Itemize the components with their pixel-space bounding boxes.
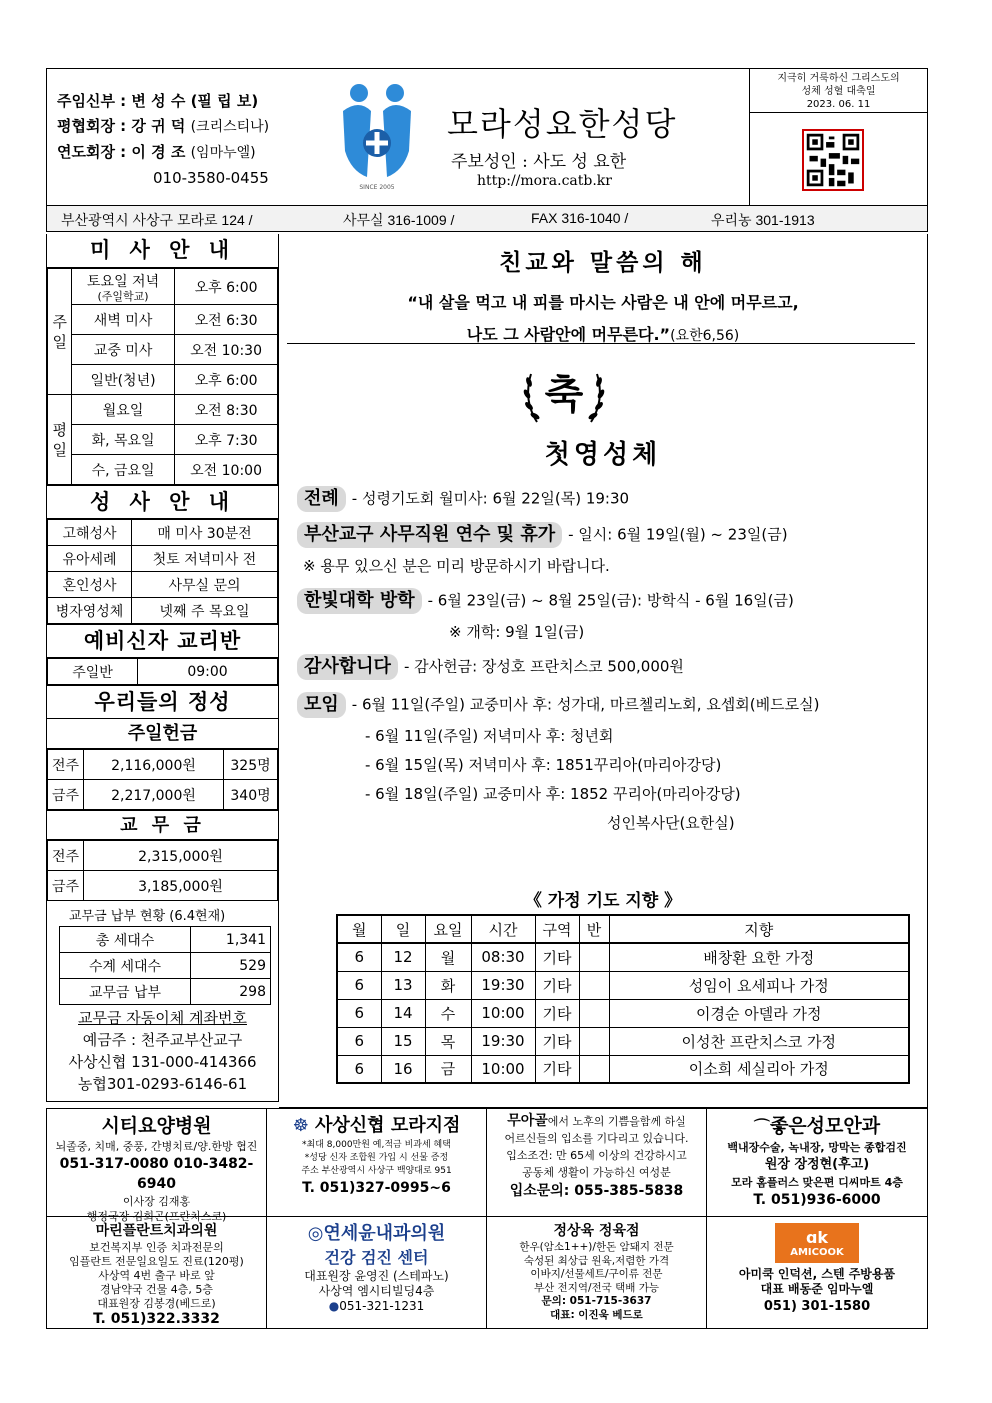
ad-title-row xyxy=(709,1113,925,1140)
mass-time: 오전 10:00 xyxy=(175,455,278,485)
prayer-cell-weekday: 화 xyxy=(425,971,471,999)
patron-saint: 주보성인 : 사도 성 요한 xyxy=(451,152,627,172)
phone-icon: ● xyxy=(328,1299,340,1313)
mass-time: 오후 6:00 xyxy=(175,365,278,395)
qr-code-icon[interactable] xyxy=(802,129,864,191)
prayer-row xyxy=(337,971,909,999)
prayer-cell-intention: 이성찬 프란치스코 가정 xyxy=(609,1027,909,1055)
prayer-header-row xyxy=(337,915,909,943)
mass-time: 오전 6:30 xyxy=(175,305,278,335)
ads-row-2 xyxy=(47,1216,927,1328)
woorinong-phone: 우리농 301-1913 xyxy=(711,212,815,228)
news-item xyxy=(297,486,629,512)
prayer-cell-day: 13 xyxy=(381,971,425,999)
feast-box xyxy=(749,69,927,205)
ad-line: 원장 장정현(후고) xyxy=(764,1157,870,1172)
mass-time: 오전 10:30 xyxy=(175,335,278,365)
ad-dental xyxy=(47,1217,267,1328)
prayer-cell-time: 10:00 xyxy=(471,1055,535,1083)
ad-line: 숙성된 최상급 원육,저렴한 가격 xyxy=(523,1254,670,1267)
feast-line-1: 지극히 거룩하신 그리스도의 xyxy=(777,73,900,84)
sacrament-name: 혼인성사 xyxy=(48,572,132,598)
dues-row xyxy=(48,871,278,901)
ad-line: 사상역 엠시티빌딩4층 xyxy=(318,1284,435,1298)
mass-schedule-table xyxy=(47,268,278,485)
prayer-cell-time: 10:00 xyxy=(471,999,535,1027)
ad-line: 부산 전지역/전국 택배 가능 xyxy=(533,1281,660,1294)
divider xyxy=(287,343,915,344)
ad-line: 행정국장 김희곤(프란치스코) xyxy=(86,1210,227,1223)
news-tag: 부산교구 사무직원 연수 및 휴가 xyxy=(297,522,562,548)
ad-line: 건강 검진 센터 xyxy=(324,1248,429,1267)
offering-amount: 2,217,000원 xyxy=(84,780,224,810)
ad-line: 공동체 생활이 가능하신 여성분 xyxy=(522,1166,671,1179)
sacrament-name: 유아세례 xyxy=(48,546,132,572)
church-name: 모라성요한성당 xyxy=(447,105,678,143)
prayer-cell-team xyxy=(579,1055,609,1083)
sacrament-info: 첫토 저녁미사 전 xyxy=(132,546,278,572)
news-note: ※ 개학: 9월 1일(금) xyxy=(449,623,585,641)
ads-row-1 xyxy=(47,1108,927,1223)
sacrament-info: 넷째 주 목요일 xyxy=(132,598,278,624)
dues-status-label: 교무금 납부 xyxy=(60,979,191,1005)
prayer-cell-month: 6 xyxy=(337,943,381,971)
catechumen-time: 09:00 xyxy=(138,659,278,685)
prayer-row xyxy=(337,1027,909,1055)
emblem-character: 축 xyxy=(544,371,584,418)
prayer-title: 《 가정 기도 지향 》 xyxy=(524,891,682,911)
dues-status-label: 총 세대수 xyxy=(60,927,191,953)
ad-title: 아미쿡 인덕션, 스텐 주방용품 xyxy=(738,1267,896,1281)
news-text: - 일시: 6월 19일(월) ~ 23일(금) xyxy=(568,525,788,544)
ad-line: 임플란트 전문일요일도 진료(120평) xyxy=(69,1255,244,1268)
prayer-cell-intention: 이경순 아델라 가정 xyxy=(609,999,909,1027)
mass-row xyxy=(48,269,278,305)
dues-title: 교 무 금 xyxy=(47,810,278,840)
news-tag: 모임 xyxy=(297,692,346,718)
ad-line: 경남약국 건물 4층, 5층 xyxy=(100,1283,213,1296)
ad-line: 대표원장 윤영진 (스테파노) xyxy=(304,1269,449,1283)
council-baptismal: (크리스티나) xyxy=(190,119,270,135)
offering-count: 325명 xyxy=(224,750,278,780)
dues-status-row xyxy=(60,953,271,979)
ad-phone: T. 051)936-6000 xyxy=(753,1192,881,1208)
column-header: 월 xyxy=(337,915,381,943)
catechumen-row xyxy=(48,659,278,685)
mass-time: 오후 7:30 xyxy=(175,425,278,455)
ad-phone: T. 051)322.3332 xyxy=(93,1311,220,1327)
ad-city-hospital xyxy=(47,1109,267,1223)
sacrament-row xyxy=(48,598,278,624)
offering-amount: 2,116,000원 xyxy=(84,750,224,780)
dues-row xyxy=(48,841,278,871)
news-item xyxy=(297,692,819,718)
dues-status-label: 수계 세대수 xyxy=(60,953,191,979)
ad-phone: 입소문의: 055-385-5838 xyxy=(509,1183,684,1199)
ad-title: 마린플란트치과의원 xyxy=(95,1223,218,1239)
verse-line-1: “내 살을 먹고 내 피를 마시는 사람은 내 안에 머무르고, xyxy=(407,293,799,312)
prayer-cell-area: 기타 xyxy=(535,999,579,1027)
celebration-emblem-icon xyxy=(517,356,611,428)
offering-row xyxy=(48,750,278,780)
news-text: - 성령기도회 월미사: 6월 22일(목) 19:30 xyxy=(351,489,630,508)
ad-title: 사상신협 모라지점 xyxy=(315,1115,461,1136)
mass-time: 오후 6:00 xyxy=(175,269,278,305)
catechumen-day: 주일반 xyxy=(48,659,138,685)
prayer-cell-month: 6 xyxy=(337,999,381,1027)
mass-row xyxy=(48,305,278,335)
dues-label: 전주 xyxy=(48,841,84,871)
ad-line: 에서 노후의 기쁨을함께 하실 xyxy=(547,1115,686,1128)
news-tag: 감사합니다 xyxy=(297,654,398,680)
ad-title-row xyxy=(269,1221,484,1247)
amicook-logo-text: AMICOOK xyxy=(790,1247,844,1258)
celebration-title: 첫영성체 xyxy=(544,440,662,470)
sacrament-name: 병자영성체 xyxy=(48,598,132,624)
mass-row xyxy=(48,365,278,395)
mass-name: 토요일 저녁 (주일학교) xyxy=(72,269,175,305)
offering-count: 340명 xyxy=(224,780,278,810)
offering-row xyxy=(48,780,278,810)
news-note: - 6월 15일(목) 저녁미사 후: 1851꾸리아(마리아강당) xyxy=(365,756,722,774)
column-header: 요일 xyxy=(425,915,471,943)
mass-row xyxy=(48,425,278,455)
ad-phone: 051-321-1231 xyxy=(339,1299,425,1313)
prayer-cell-month: 6 xyxy=(337,971,381,999)
dues-status-value: 1,341 xyxy=(191,927,271,953)
dues-label: 금주 xyxy=(48,871,84,901)
news-tag: 한빛대학 방학 xyxy=(297,588,422,614)
offering-title: 우리들의 정성 xyxy=(47,685,278,719)
account-info xyxy=(47,1005,278,1101)
verse-line-2: 나도 그 사람안에 머무른다.” xyxy=(466,325,671,344)
prayer-cell-time: 19:30 xyxy=(471,971,535,999)
account-title: 교무금 자동이체 계좌번호 xyxy=(78,1009,247,1027)
prayer-cell-team xyxy=(579,943,609,971)
prayer-cell-team xyxy=(579,1027,609,1055)
ad-amicook xyxy=(707,1217,927,1328)
ad-nursing-home xyxy=(487,1109,707,1216)
account-number-1: 사상신협 131-000-414366 xyxy=(68,1053,257,1071)
ad-line: 대표원장 김봉경(베드로) xyxy=(97,1297,216,1310)
prayer-cell-area: 기타 xyxy=(535,1027,579,1055)
verse-reference: (요한6,56) xyxy=(670,328,740,344)
ad-line: 이바지/선물세트/구이류 전문 xyxy=(530,1268,663,1280)
news-note: 성인복사단(요한실) xyxy=(607,814,735,832)
sacraments-table xyxy=(47,519,278,624)
dues-amount: 3,185,000원 xyxy=(84,871,278,901)
prayer-cell-weekday: 수 xyxy=(425,999,471,1027)
pastor-name: 변 성 수 xyxy=(131,92,186,110)
church-address: 부산광역시 사상구 모라로 124 / xyxy=(61,212,253,228)
alliance-phone: 010-3580-0455 xyxy=(153,169,269,187)
prayer-cell-intention: 이소희 세실리아 가정 xyxy=(609,1055,909,1083)
catechumen-table xyxy=(47,658,278,685)
news-note: ※ 용무 있으신 분은 미리 방문하시기 바랍니다. xyxy=(303,557,610,575)
bulletin-date: 2023. 06. 11 xyxy=(806,99,871,110)
sacrament-info: 사무실 문의 xyxy=(132,572,278,598)
column-header: 일 xyxy=(381,915,425,943)
ad-phone: T. 051)327-0995~6 xyxy=(302,1180,451,1196)
prayer-row xyxy=(337,1055,909,1083)
ad-line: 입소조건: 만 65세 이상의 건강하시고 xyxy=(506,1149,687,1162)
ad-phone-row xyxy=(269,1299,484,1314)
dues-status-row xyxy=(60,927,271,953)
sacrament-name: 고해성사 xyxy=(48,520,132,546)
dues-amount: 2,315,000원 xyxy=(84,841,278,871)
prayer-cell-weekday: 금 xyxy=(425,1055,471,1083)
mass-name: 화, 목요일 xyxy=(72,425,175,455)
ad-title: 연세윤내과의원 xyxy=(323,1223,446,1244)
news-text: - 감사헌금: 장성호 프란치스코 500,000원 xyxy=(403,657,684,676)
ad-line: 백내장수술, 녹내장, 망막는 종합검진 xyxy=(727,1141,907,1154)
pastor-baptismal: (필 립 보) xyxy=(190,92,259,110)
column-header: 지향 xyxy=(609,915,909,943)
feast-info xyxy=(750,69,927,113)
address-bar xyxy=(46,206,928,232)
dues-status-value: 529 xyxy=(191,953,271,979)
council-name: 강 귀 덕 xyxy=(131,117,186,135)
ad-title: 무아골 xyxy=(507,1113,548,1129)
news-text: - 6월 11일(주일) 교중미사 후: 성가대, 마르첼리노회, 요셉회(베드로실) xyxy=(351,695,820,714)
pastor-label: 주임신부 : xyxy=(57,92,127,110)
eye-logo-icon: ⌒ xyxy=(753,1117,770,1136)
alliance-name: 이 경 조 xyxy=(131,143,186,161)
sunday-label: 주일 xyxy=(48,269,72,395)
ad-line: *성당 신자 조합원 가입 시 선물 증정 xyxy=(304,1153,449,1163)
alliance-label: 연도회장 : xyxy=(57,143,127,161)
ad-butcher xyxy=(487,1217,707,1328)
ad-title: 정상육 정육점 xyxy=(553,1223,640,1239)
ad-line: 어르신들의 입소를 기다리고 있습니다. xyxy=(504,1132,689,1145)
ad-line: 사상역 4번 출구 바로 앞 xyxy=(98,1269,215,1282)
prayer-cell-team xyxy=(579,971,609,999)
mass-title: 미 사 안 내 xyxy=(47,234,278,268)
prayer-cell-time: 19:30 xyxy=(471,1027,535,1055)
ad-line: 대표: 이진욱 베드로 xyxy=(550,1308,643,1321)
church-logo-icon xyxy=(337,81,417,193)
ad-line: *최대 8,000만원 예,적금 비과세 혜택 xyxy=(302,1140,451,1150)
logo-since-text: SINCE 2005 xyxy=(359,184,395,191)
weekday-label: 평일 xyxy=(48,395,72,485)
ad-eye-clinic xyxy=(707,1109,927,1216)
prayer-row xyxy=(337,943,909,971)
prayer-cell-intention: 성임이 요세피나 가정 xyxy=(609,971,909,999)
mass-time: 오전 8:30 xyxy=(175,395,278,425)
ad-phone: 051-317-0080 010-3482-6940 xyxy=(59,1156,254,1192)
left-sidebar xyxy=(46,234,279,1102)
fax-number: FAX 316-1040 / xyxy=(531,210,629,226)
ad-line: 한우(암소1++)/한돈 암돼지 전문 xyxy=(519,1241,674,1253)
church-url[interactable]: http://mora.catb.kr xyxy=(477,173,612,189)
prayer-cell-time: 08:30 xyxy=(471,943,535,971)
ad-title: 좋은성모안과 xyxy=(769,1115,881,1137)
sacrament-info: 매 미사 30분전 xyxy=(132,520,278,546)
ad-credit-union xyxy=(267,1109,487,1216)
news-text: - 6월 23일(금) ~ 8월 25일(금): 방학식 - 6월 16일(금) xyxy=(427,591,794,610)
catechumen-title: 예비신자 교리반 xyxy=(47,624,278,658)
mass-row xyxy=(48,335,278,365)
ad-line: 모라 홈플러스 맞은편 디씨마트 4층 xyxy=(731,1176,903,1189)
prayer-cell-day: 12 xyxy=(381,943,425,971)
prayer-row xyxy=(337,999,909,1027)
news-tag: 전례 xyxy=(297,486,346,512)
ad-internal-medicine xyxy=(267,1217,487,1328)
column-header: 구역 xyxy=(535,915,579,943)
prayer-cell-day: 14 xyxy=(381,999,425,1027)
mass-name: 월요일 xyxy=(72,395,175,425)
news-note: - 6월 11일(주일) 저녁미사 후: 청년회 xyxy=(365,727,614,745)
mass-row xyxy=(48,455,278,485)
dues-status-value: 298 xyxy=(191,979,271,1005)
account-number-2: 농협301-0293-6146-61 xyxy=(77,1075,248,1093)
prayer-cell-weekday: 월 xyxy=(425,943,471,971)
mass-row xyxy=(48,395,278,425)
news-item xyxy=(297,654,684,680)
office-phone: 사무실 316-1009 / xyxy=(343,212,455,228)
column-header: 반 xyxy=(579,915,609,943)
mass-name: 수, 금요일 xyxy=(72,455,175,485)
prayer-cell-day: 16 xyxy=(381,1055,425,1083)
mass-name: 일반(청년) xyxy=(72,365,175,395)
prayer-cell-area: 기타 xyxy=(535,971,579,999)
feast-line-2: 성체 성혈 대축일 xyxy=(801,86,876,97)
mass-name: 새벽 미사 xyxy=(72,305,175,335)
prayer-cell-month: 6 xyxy=(337,1027,381,1055)
offering-label: 금주 xyxy=(48,780,84,810)
account-holder: 예금주 : 천주교부산교구 xyxy=(82,1031,243,1049)
year-theme-title: 친교와 말씀의 해 xyxy=(499,250,707,276)
offering-label: 전주 xyxy=(48,750,84,780)
sacrament-row xyxy=(48,546,278,572)
sacrament-row xyxy=(48,572,278,598)
column-header: 시간 xyxy=(471,915,535,943)
council-label: 평협회장 : xyxy=(57,117,127,135)
prayer-cell-day: 15 xyxy=(381,1027,425,1055)
sunday-offering-title: 주일헌금 xyxy=(47,719,278,749)
alliance-baptismal: (임마누엘) xyxy=(190,145,256,161)
amicook-logo-icon: ɑk AMICOOK xyxy=(775,1223,859,1263)
prayer-cell-team xyxy=(579,999,609,1027)
prayer-cell-area: 기타 xyxy=(535,1055,579,1083)
mass-name: 교중 미사 xyxy=(72,335,175,365)
ad-title-row xyxy=(269,1113,484,1139)
news-item xyxy=(297,588,794,614)
sunday-offering-table xyxy=(47,749,278,810)
ad-line: 뇌졸중, 치매, 중풍, 간병치료/양.한방 협진 xyxy=(55,1140,258,1153)
bulletin-page xyxy=(46,68,928,1327)
credit-union-logo-icon: ☸ xyxy=(292,1115,309,1136)
main-content xyxy=(279,234,928,1108)
dues-status-table xyxy=(59,926,271,1005)
bulletin-header xyxy=(46,68,928,206)
prayer-cell-intention: 배창환 요한 가정 xyxy=(609,943,909,971)
prayer-cell-area: 기타 xyxy=(535,943,579,971)
ad-line: 대표 배동준 임마누엘 xyxy=(760,1282,874,1296)
dues-status-label: 교무금 납부 현황 (6.4현재) xyxy=(69,909,226,924)
sacrament-row xyxy=(48,520,278,546)
ad-line: 주소 부산광역시 사상구 백양대로 951 xyxy=(301,1166,452,1176)
ad-line: 이사장 김재홍 xyxy=(122,1195,191,1208)
ads-section xyxy=(46,1108,928,1329)
ad-line: 보건복지부 인증 치과전문의 xyxy=(89,1241,224,1254)
staff-list xyxy=(57,89,269,191)
clinic-logo-icon: ◎ xyxy=(307,1223,324,1244)
dues-status-row xyxy=(60,979,271,1005)
news-note: - 6월 18일(주일) 교중미사 후: 1852 꾸리아(마리아강당) xyxy=(365,785,741,803)
ad-line: 문의: 051-715-3637 xyxy=(541,1295,652,1307)
prayer-cell-month: 6 xyxy=(337,1055,381,1083)
prayer-cell-weekday: 목 xyxy=(425,1027,471,1055)
ad-title: 시티요양병원 xyxy=(101,1115,212,1137)
prayer-schedule-table xyxy=(336,914,910,1084)
ad-phone: 051) 301-1580 xyxy=(763,1299,871,1314)
news-item xyxy=(297,522,788,548)
dues-table xyxy=(47,840,278,901)
sacraments-title: 성 사 안 내 xyxy=(47,485,278,519)
